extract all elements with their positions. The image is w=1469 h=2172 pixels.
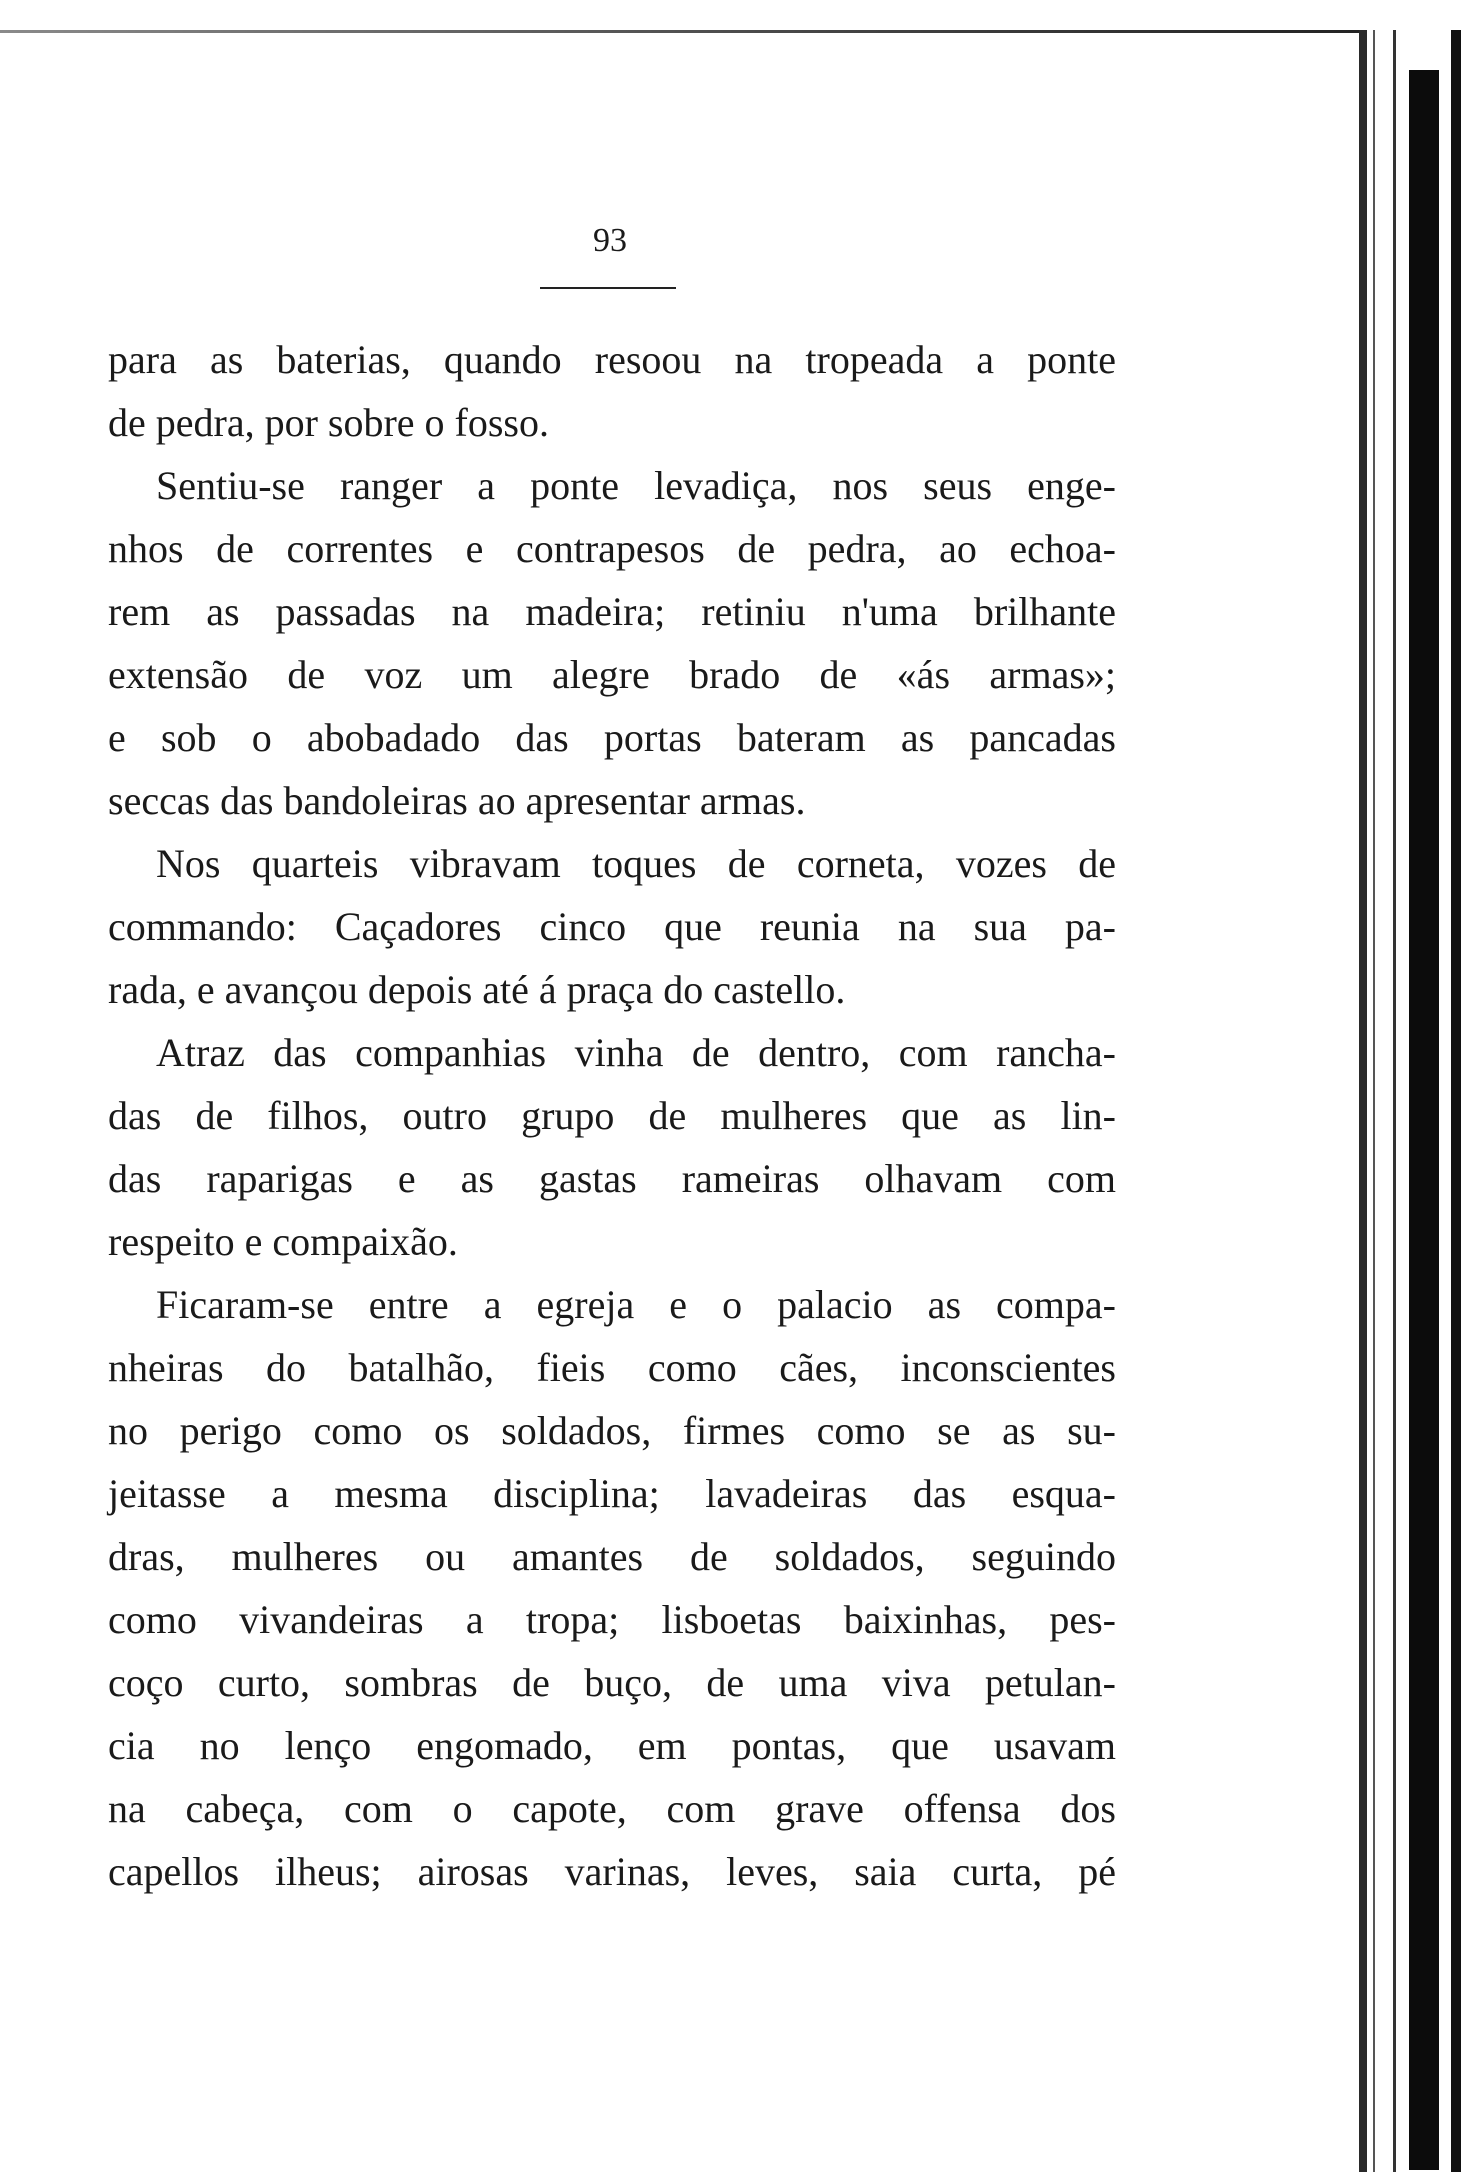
text-line: cia no lenço engomado, em pontas, que usavam <box>108 1723 1116 1768</box>
text-line: e sob o abobadado das portas bateram as pancadas <box>108 715 1116 760</box>
text-line: rada, e avançou depois até á praça do castello. <box>108 967 846 1012</box>
text-line: coço curto, sombras de buço, de uma viva petulan- <box>108 1660 1116 1705</box>
text-line: commando: Caçadores cinco que reunia na sua pa- <box>108 904 1116 949</box>
text-line: das de filhos, outro grupo de mulheres que as lin- <box>108 1093 1116 1138</box>
text-line: extensão de voz um alegre brado de «ás armas»; <box>108 652 1116 697</box>
page-number: 93 <box>593 222 627 259</box>
text-line: rem as passadas na madeira; retiniu n'uma brilhante <box>108 589 1116 634</box>
text-line: nheiras do batalhão, fieis como cães, inconscientes <box>108 1345 1116 1390</box>
text-line: jeitasse a mesma disciplina; lavadeiras das esqua- <box>108 1471 1116 1516</box>
text-line: de pedra, por sobre o fosso. <box>108 400 549 445</box>
text-line: para as baterias, quando resoou na tropeada a ponte <box>108 337 1116 382</box>
text-line: no perigo como os soldados, firmes como se as su- <box>108 1408 1116 1453</box>
text-line: Sentiu-se ranger a ponte levadiça, nos seus enge- <box>156 463 1116 508</box>
body-text <box>108 328 1116 1903</box>
text-line: dras, mulheres ou amantes de soldados, seguindo <box>108 1534 1116 1579</box>
text-line: como vivandeiras a tropa; lisboetas baixinhas, pes- <box>108 1597 1116 1642</box>
text-line: capellos ilheus; airosas varinas, leves, saia curta, pé <box>108 1849 1116 1894</box>
text-line: respeito e compaixão. <box>108 1219 458 1264</box>
text-line: Atraz das companhias vinha de dentro, com rancha- <box>156 1030 1116 1075</box>
page-number-rule <box>540 287 676 289</box>
text-line: Ficaram-se entre a egreja e o palacio as compa- <box>156 1282 1116 1327</box>
book-binding-edge <box>1359 30 1469 2172</box>
text-line: Nos quarteis vibravam toques de corneta, vozes de <box>156 841 1116 886</box>
text-line: seccas das bandoleiras ao apresentar armas. <box>108 778 806 823</box>
text-line: na cabeça, com o capote, com grave offensa dos <box>108 1786 1116 1831</box>
text-line: nhos de correntes e contrapesos de pedra, ao echoa- <box>108 526 1116 571</box>
top-edge-rule <box>0 30 1390 33</box>
text-line: das raparigas e as gastas rameiras olhavam com <box>108 1156 1116 1201</box>
